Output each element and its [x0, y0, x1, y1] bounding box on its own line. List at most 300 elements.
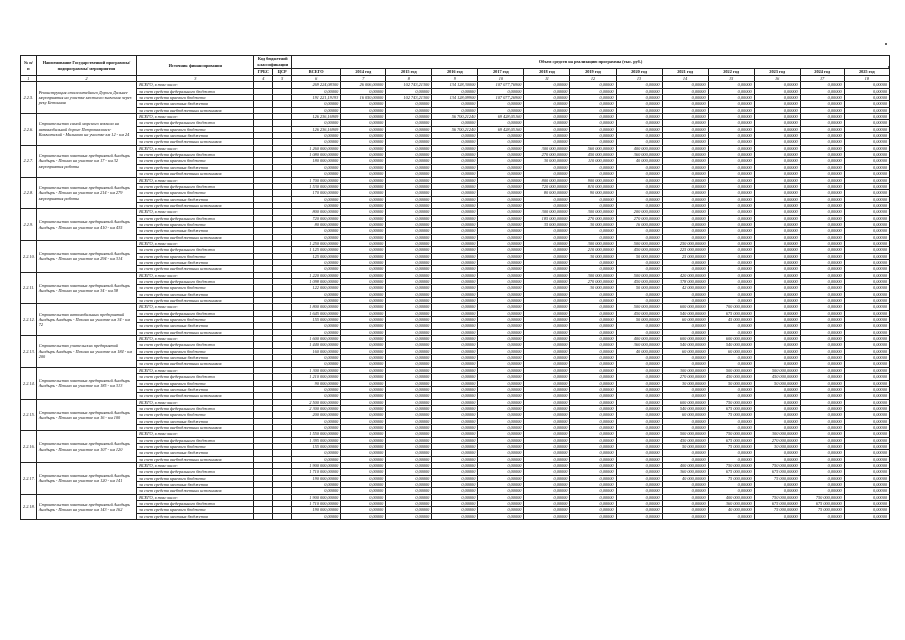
amount-cell: 0,00000	[662, 329, 708, 335]
amount-cell: 0,00000	[478, 310, 524, 316]
amount-cell: 2 300 000,00000	[292, 405, 341, 411]
amount-cell: 0,00000	[844, 158, 889, 164]
amount-cell: 1 710 000,00000	[292, 469, 341, 475]
amount-cell: 0,00000	[478, 348, 524, 354]
amount-cell: 750 000,00000	[708, 431, 754, 437]
amount-cell: 0,00000	[386, 114, 432, 120]
amount-cell: 0,00000	[844, 469, 889, 475]
amount-cell: 0,00000	[800, 475, 844, 481]
funding-source: за счет средств внебюджетных источников	[137, 171, 254, 177]
amount-cell: 50 000,00000	[616, 317, 662, 323]
amount-cell: 0,00000	[341, 317, 386, 323]
funding-source: ВСЕГО, в том числе:	[137, 494, 254, 500]
amount-cell: 0,00000	[662, 145, 708, 151]
amount-cell: 0,00000	[844, 380, 889, 386]
amount-cell: 0,00000	[432, 443, 478, 449]
amount-cell: 0,00000	[844, 507, 889, 513]
amount-cell: 0,00000	[662, 82, 708, 88]
amount-cell: 0,00000	[662, 107, 708, 113]
column-number: 8	[386, 76, 432, 82]
amount-cell: 720 000,00000	[524, 183, 570, 189]
amount-cell: 0,00000	[570, 462, 616, 468]
amount-cell: 0,00000	[754, 101, 800, 107]
amount-cell: 0,00000	[754, 450, 800, 456]
amount-cell: 0,00000	[478, 380, 524, 386]
amount-cell: 0,00000	[570, 202, 616, 208]
amount-cell: 160 000,00000	[292, 348, 341, 354]
amount-cell: 0,00000	[616, 450, 662, 456]
amount-cell: 0,00000	[524, 488, 570, 494]
amount-cell: 0,00000	[844, 393, 889, 399]
amount-cell: 0,00000	[524, 196, 570, 202]
amount-cell: 0,00000	[754, 221, 800, 227]
amount-cell: 0,00000	[478, 513, 524, 519]
amount-cell: 0,00000	[800, 177, 844, 183]
amount-cell: 0,00000	[616, 399, 662, 405]
measure-name: Строительство заветных предприятий Анадырь Анадырь - Пекино на участке км 120 - км 141	[36, 462, 136, 494]
amount-cell: 0,00000	[341, 310, 386, 316]
amount-cell: 0,00000	[844, 164, 889, 170]
amount-cell: 0,00000	[341, 443, 386, 449]
amount-cell: 30 000,00000	[570, 285, 616, 291]
amount-cell: 60 000,00000	[662, 348, 708, 354]
amount-cell: 0,00000	[432, 291, 478, 297]
amount-cell: 0,00000	[432, 145, 478, 151]
amount-cell: 0,00000	[386, 361, 432, 367]
amount-cell: 69 428,05160	[478, 126, 524, 132]
amount-cell: 0,00000	[341, 266, 386, 272]
amount-cell: 0,00000	[662, 513, 708, 519]
amount-cell: 0,00000	[616, 171, 662, 177]
funding-source: за счет средств внебюджетных источников	[137, 266, 254, 272]
amount-cell: 800 000,00000	[524, 177, 570, 183]
amount-cell: 0,00000	[478, 355, 524, 361]
amount-cell: 0,00000	[432, 374, 478, 380]
amount-cell: 0,00000	[570, 475, 616, 481]
amount-cell: 0,00000	[478, 469, 524, 475]
amount-cell: 0,00000	[844, 450, 889, 456]
funding-source: за счет средств краевого бюджета	[137, 317, 254, 323]
funding-source: за счет средств федерального бюджета	[137, 405, 254, 411]
amount-cell: 0,00000	[432, 450, 478, 456]
amount-cell: 0,00000	[708, 120, 754, 126]
funding-source: за счет средств краевого бюджета	[137, 158, 254, 164]
amount-cell: 0,00000	[754, 253, 800, 259]
amount-cell: 0,00000	[432, 386, 478, 392]
funding-source: за счет средств местных бюджетов	[137, 482, 254, 488]
amount-cell: 0,00000	[754, 247, 800, 253]
funding-source: за счет средств федерального бюджета	[137, 120, 254, 126]
header-year: 2024 год	[800, 69, 844, 76]
amount-cell: 0,00000	[341, 114, 386, 120]
funding-source: за счет средств местных бюджетов	[137, 133, 254, 139]
measure-name: Строительство самой морского вокзала на автомобильной дороге Петропавловск-Камчатский - Мильково на участке км 12 - км 24	[36, 114, 136, 146]
amount-cell: 0,00000	[844, 494, 889, 500]
amount-cell: 0,00000	[341, 507, 386, 513]
amount-cell: 0,00000	[432, 336, 478, 342]
amount-cell: 270 000,00000	[570, 215, 616, 221]
amount-cell: 0,00000	[570, 488, 616, 494]
funding-source: за счет средств местных бюджетов	[137, 323, 254, 329]
header-year: 2025 год	[844, 69, 889, 76]
amount-cell: 0,00000	[341, 399, 386, 405]
amount-cell: 0,00000	[844, 355, 889, 361]
amount-cell: 0,00000	[432, 101, 478, 107]
amount-cell: 0,00000	[432, 437, 478, 443]
amount-cell: 0,00000	[570, 380, 616, 386]
amount-cell: 270 000,00000	[616, 215, 662, 221]
amount-cell: 0,00000	[844, 190, 889, 196]
amount-cell: 0,00000	[292, 139, 341, 145]
amount-cell: 0,00000	[800, 424, 844, 430]
amount-cell: 0,00000	[478, 374, 524, 380]
funding-source: за счет средств местных бюджетов	[137, 513, 254, 519]
amount-cell: 540 000,00000	[662, 405, 708, 411]
amount-cell: 0,00000	[341, 285, 386, 291]
amount-cell: 0,00000	[844, 228, 889, 234]
amount-cell: 0,00000	[341, 323, 386, 329]
amount-cell: 0,00000	[524, 139, 570, 145]
amount-cell: 0,00000	[432, 247, 478, 253]
amount-cell: 170 000,00000	[292, 190, 341, 196]
amount-cell: 0,00000	[386, 164, 432, 170]
amount-cell: 0,00000	[662, 418, 708, 424]
amount-cell: 0,00000	[478, 443, 524, 449]
amount-cell: 700 000,00000	[708, 304, 754, 310]
amount-cell: 0,00000	[524, 348, 570, 354]
amount-cell: 540 000,00000	[662, 310, 708, 316]
amount-cell: 0,00000	[662, 355, 708, 361]
amount-cell: 0,00000	[524, 513, 570, 519]
amount-cell: 0,00000	[432, 272, 478, 278]
amount-cell: 0,00000	[754, 190, 800, 196]
amount-cell: 0,00000	[386, 215, 432, 221]
amount-cell: 0,00000	[800, 393, 844, 399]
amount-cell: 0,00000	[800, 469, 844, 475]
amount-cell: 0,00000	[292, 196, 341, 202]
amount-cell: 750 000,00000	[754, 462, 800, 468]
amount-cell: 0,00000	[844, 202, 889, 208]
amount-cell: 0,00000	[570, 259, 616, 265]
amount-cell: 0,00000	[386, 355, 432, 361]
amount-cell: 0,00000	[800, 405, 844, 411]
amount-cell: 0,00000	[616, 266, 662, 272]
amount-cell: 35 000,00000	[524, 221, 570, 227]
amount-cell: 0,00000	[341, 386, 386, 392]
amount-cell: 75 000,00000	[708, 443, 754, 449]
amount-cell: 0,00000	[754, 418, 800, 424]
column-number: 15	[708, 76, 754, 82]
header-year: 2016 год	[432, 69, 478, 76]
amount-cell: 0,00000	[292, 482, 341, 488]
amount-cell: 0,00000	[844, 482, 889, 488]
amount-cell: 0,00000	[844, 209, 889, 215]
amount-cell: 0,00000	[662, 120, 708, 126]
amount-cell: 0,00000	[708, 285, 754, 291]
amount-cell: 0,00000	[432, 133, 478, 139]
amount-cell: 0,00000	[662, 323, 708, 329]
amount-cell: 0,00000	[478, 145, 524, 151]
funding-source: за счет средств краевого бюджета	[137, 475, 254, 481]
amount-cell: 0,00000	[754, 228, 800, 234]
amount-cell: 0,00000	[570, 399, 616, 405]
amount-cell: 0,00000	[524, 317, 570, 323]
amount-cell: 0,00000	[432, 393, 478, 399]
amount-cell: 300 000,00000	[754, 431, 800, 437]
amount-cell: 0,00000	[524, 437, 570, 443]
amount-cell: 75 000,00000	[708, 475, 754, 481]
header-year: 2018 год	[524, 69, 570, 76]
amount-cell: 0,00000	[754, 114, 800, 120]
amount-cell: 0,00000	[524, 336, 570, 342]
amount-cell: 0,00000	[478, 418, 524, 424]
amount-cell: 0,00000	[754, 336, 800, 342]
amount-cell: 0,00000	[341, 469, 386, 475]
amount-cell: 0,00000	[386, 202, 432, 208]
amount-cell: 1 550 000,00000	[292, 431, 341, 437]
row-number: 2.2.17.	[21, 462, 37, 494]
amount-cell: 0,00000	[524, 285, 570, 291]
amount-cell: 0,00000	[478, 120, 524, 126]
amount-cell: 0,00000	[524, 462, 570, 468]
amount-cell: 1 645 000,00000	[292, 310, 341, 316]
amount-cell: 0,00000	[662, 259, 708, 265]
amount-cell: 0,00000	[570, 469, 616, 475]
amount-cell: 0,00000	[386, 488, 432, 494]
amount-cell: 0,00000	[524, 507, 570, 513]
funding-source: за счет средств федерального бюджета	[137, 310, 254, 316]
amount-cell: 0,00000	[800, 120, 844, 126]
amount-cell: 750 000,00000	[708, 462, 754, 468]
amount-cell: 0,00000	[800, 310, 844, 316]
amount-cell: 0,00000	[341, 431, 386, 437]
amount-cell: 0,00000	[754, 266, 800, 272]
amount-cell: 0,00000	[386, 462, 432, 468]
amount-cell: 0,00000	[662, 456, 708, 462]
amount-cell: 42 000,00000	[662, 285, 708, 291]
funding-source: за счет средств внебюджетных источников	[137, 202, 254, 208]
amount-cell: 0,00000	[341, 279, 386, 285]
amount-cell: 0,00000	[386, 209, 432, 215]
column-number: 16	[754, 76, 800, 82]
amount-cell: 750 000,00000	[800, 494, 844, 500]
amount-cell: 0,00000	[524, 171, 570, 177]
amount-cell: 0,00000	[386, 475, 432, 481]
amount-cell: 0,00000	[754, 152, 800, 158]
row-number: 2.2.11.	[21, 272, 37, 304]
funding-source: за счет средств внебюджетных источников	[137, 298, 254, 304]
funding-source: за счет средств краевого бюджета	[137, 412, 254, 418]
header-year: 2015 год	[386, 69, 432, 76]
amount-cell: 0,00000	[662, 298, 708, 304]
amount-cell: 0,00000	[292, 291, 341, 297]
amount-cell: 0,00000	[616, 475, 662, 481]
header-col-codes: Код бюджетной классификации	[254, 56, 292, 69]
amount-cell: 0,00000	[662, 171, 708, 177]
amount-cell: 0,00000	[800, 82, 844, 88]
amount-cell: 300 000,00000	[570, 209, 616, 215]
funding-source: за счет средств краевого бюджета	[137, 380, 254, 386]
amount-cell: 0,00000	[292, 418, 341, 424]
amount-cell: 0,00000	[844, 386, 889, 392]
amount-cell: 300 000,00000	[524, 209, 570, 215]
amount-cell: 0,00000	[844, 291, 889, 297]
amount-cell: 0,00000	[844, 374, 889, 380]
amount-cell: 1 440 000,00000	[292, 342, 341, 348]
funding-source: за счет средств федерального бюджета	[137, 342, 254, 348]
amount-cell: 0,00000	[341, 374, 386, 380]
amount-cell: 0,00000	[754, 285, 800, 291]
amount-cell: 0,00000	[662, 183, 708, 189]
amount-cell: 0,00000	[754, 234, 800, 240]
amount-cell: 0,00000	[524, 228, 570, 234]
amount-cell: 0,00000	[800, 380, 844, 386]
amount-cell: 1 600 000,00000	[292, 336, 341, 342]
amount-cell: 0,00000	[708, 88, 754, 94]
amount-cell: 0,00000	[662, 95, 708, 101]
amount-cell: 0,00000	[662, 190, 708, 196]
amount-cell: 800 000,00000	[292, 209, 341, 215]
amount-cell: 0,00000	[844, 488, 889, 494]
amount-cell: 0,00000	[844, 285, 889, 291]
amount-cell: 0,00000	[616, 234, 662, 240]
amount-cell: 0,00000	[616, 82, 662, 88]
amount-cell: 0,00000	[386, 266, 432, 272]
amount-cell: 0,00000	[708, 158, 754, 164]
amount-cell: 0,00000	[524, 443, 570, 449]
amount-cell: 600 000,00000	[662, 336, 708, 342]
amount-cell: 0,00000	[478, 412, 524, 418]
amount-cell: 0,00000	[570, 424, 616, 430]
amount-cell: 0,00000	[616, 259, 662, 265]
amount-cell: 0,00000	[432, 399, 478, 405]
amount-cell: 0,00000	[844, 95, 889, 101]
amount-cell: 190 000,00000	[292, 475, 341, 481]
amount-cell: 0,00000	[844, 418, 889, 424]
amount-cell: 0,00000	[524, 380, 570, 386]
amount-cell: 0,00000	[754, 279, 800, 285]
amount-cell: 0,00000	[662, 393, 708, 399]
column-number: 13	[616, 76, 662, 82]
amount-cell: 0,00000	[432, 285, 478, 291]
amount-cell: 56 700,21240	[432, 114, 478, 120]
amount-cell: 0,00000	[524, 393, 570, 399]
amount-cell: 750 000,00000	[754, 494, 800, 500]
amount-cell: 0,00000	[341, 164, 386, 170]
amount-cell: 0,00000	[754, 317, 800, 323]
amount-cell: 0,00000	[708, 488, 754, 494]
amount-cell: 500 000,00000	[616, 272, 662, 278]
amount-cell: 0,00000	[800, 431, 844, 437]
amount-cell: 122 000,00000	[292, 285, 341, 291]
amount-cell: 0,00000	[844, 101, 889, 107]
funding-source: ВСЕГО, в том числе:	[137, 304, 254, 310]
amount-cell: 0,00000	[800, 196, 844, 202]
amount-cell: 50 000,00000	[662, 443, 708, 449]
measure-name: Строительство заветных предприятий Анадырь Анадырь - Пекино на участке км 143 - км 162	[36, 494, 136, 519]
row-number: 2.2.18.	[21, 494, 37, 519]
funding-source: за счет средств краевого бюджета	[137, 190, 254, 196]
amount-cell: 0,00000	[844, 310, 889, 316]
funding-source: за счет средств местных бюджетов	[137, 164, 254, 170]
amount-cell: 0,00000	[844, 139, 889, 145]
amount-cell: 0,00000	[341, 424, 386, 430]
amount-cell: 90 000,00000	[570, 190, 616, 196]
column-number: 4	[254, 76, 273, 82]
amount-cell: 0,00000	[616, 177, 662, 183]
amount-cell: 0,00000	[754, 272, 800, 278]
amount-cell: 0,00000	[341, 190, 386, 196]
amount-cell: 1 700 000,00000	[292, 177, 341, 183]
amount-cell: 0,00000	[524, 266, 570, 272]
amount-cell: 0,00000	[662, 202, 708, 208]
amount-cell: 0,00000	[708, 355, 754, 361]
scan-speck	[885, 43, 887, 45]
amount-cell: 0,00000	[570, 374, 616, 380]
amount-cell: 0,00000	[432, 139, 478, 145]
amount-cell: 0,00000	[754, 399, 800, 405]
funding-source: за счет средств местных бюджетов	[137, 386, 254, 392]
amount-cell: 0,00000	[386, 158, 432, 164]
amount-cell: 0,00000	[478, 215, 524, 221]
amount-cell: 134 128,09900	[432, 95, 478, 101]
amount-cell: 0,00000	[570, 317, 616, 323]
measure-name: Строительство заветных предприятий Анадырь Анадырь - Пекино на участке км 410 - км 435	[36, 209, 136, 241]
amount-cell: 0,00000	[844, 361, 889, 367]
amount-cell: 0,00000	[478, 177, 524, 183]
amount-cell: 0,00000	[386, 88, 432, 94]
amount-cell: 0,00000	[844, 329, 889, 335]
amount-cell: 0,00000	[800, 272, 844, 278]
amount-cell: 0,00000	[524, 253, 570, 259]
amount-cell: 0,00000	[754, 304, 800, 310]
amount-cell: 600 000,00000	[708, 336, 754, 342]
amount-cell: 0,00000	[341, 196, 386, 202]
amount-cell: 0,00000	[524, 482, 570, 488]
amount-cell: 0,00000	[386, 279, 432, 285]
amount-cell: 0,00000	[292, 329, 341, 335]
funding-source: ВСЕГО, в том числе:	[137, 462, 254, 468]
amount-cell: 0,00000	[524, 234, 570, 240]
amount-cell: 360 000,00000	[616, 152, 662, 158]
amount-cell: 0,00000	[478, 139, 524, 145]
funding-source: за счет средств местных бюджетов	[137, 259, 254, 265]
amount-cell: 0,00000	[386, 348, 432, 354]
amount-cell: 0,00000	[570, 393, 616, 399]
amount-cell: 0,00000	[524, 399, 570, 405]
header-year: 2021 год	[662, 69, 708, 76]
amount-cell: 0,00000	[386, 139, 432, 145]
amount-cell: 0,00000	[844, 475, 889, 481]
amount-cell: 0,00000	[800, 355, 844, 361]
amount-cell: 0,00000	[524, 386, 570, 392]
amount-cell: 0,00000	[432, 88, 478, 94]
amount-cell: 0,00000	[708, 190, 754, 196]
amount-cell: 0,00000	[844, 437, 889, 443]
amount-cell: 0,00000	[800, 164, 844, 170]
amount-cell: 0,00000	[524, 259, 570, 265]
amount-cell: 0,00000	[800, 221, 844, 227]
amount-cell: 0,00000	[616, 488, 662, 494]
amount-cell: 0,00000	[800, 240, 844, 246]
amount-cell: 0,00000	[478, 272, 524, 278]
column-number: 5	[273, 76, 292, 82]
amount-cell: 0,00000	[844, 253, 889, 259]
amount-cell: 0,00000	[754, 139, 800, 145]
amount-cell: 126 236,16909	[292, 114, 341, 120]
amount-cell: 0,00000	[432, 259, 478, 265]
amount-cell: 0,00000	[800, 367, 844, 373]
